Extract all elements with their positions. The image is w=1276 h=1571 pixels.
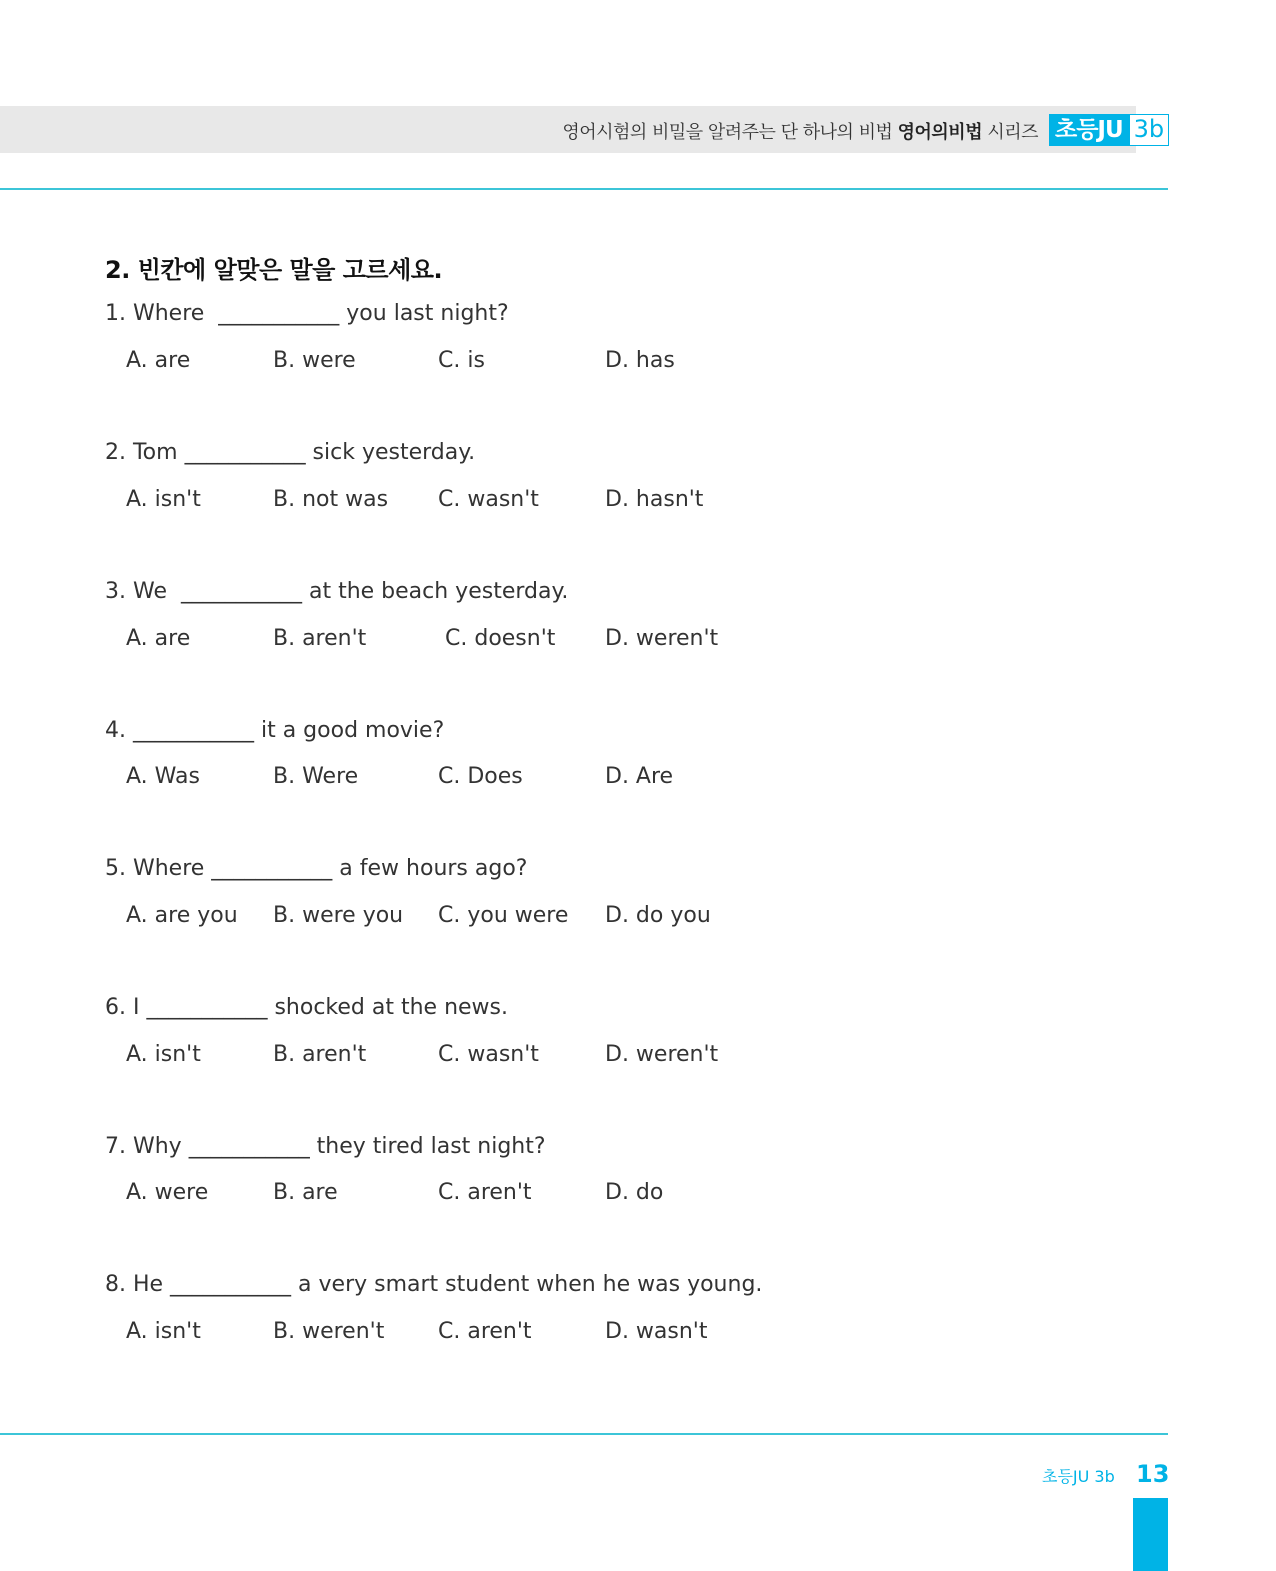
option-5c: C. you were (438, 903, 569, 928)
option-7b: B. are (273, 1180, 338, 1205)
option-7d: D. do (605, 1180, 664, 1205)
question-8: 8. He ___________ a very smart student when he was young. (105, 1272, 763, 1297)
question-4: 4. ___________ it a good movie? (105, 718, 445, 743)
option-4c: C. Does (438, 764, 523, 789)
question-1: 1. Where ___________ you last night? (105, 301, 509, 326)
option-3b: B. aren't (273, 626, 367, 651)
option-6c: C. wasn't (438, 1042, 539, 1067)
question-6: 6. I ___________ shocked at the news. (105, 995, 508, 1020)
option-1c: C. is (438, 348, 485, 373)
page-number: 13 (1136, 1460, 1170, 1488)
option-6a: A. isn't (126, 1042, 201, 1067)
option-5b: B. were you (273, 903, 404, 928)
option-1b: B. were (273, 348, 356, 373)
question-5: 5. Where ___________ a few hours ago? (105, 856, 528, 881)
header-series-suffix: 시리즈 (987, 122, 1038, 143)
option-8c: C. aren't (438, 1319, 532, 1344)
option-2a: A. isn't (126, 487, 201, 512)
question-7: 7. Why ___________ they tired last night? (105, 1134, 546, 1159)
header-tagline (562, 118, 1038, 144)
option-3a: A. are (126, 626, 191, 651)
option-2d: D. hasn't (605, 487, 704, 512)
question-3: 3. We ___________ at the beach yesterday. (105, 579, 569, 604)
section-title: 2. 빈칸에 알맞은 말을 고르세요. (105, 256, 443, 284)
option-3d: D. weren't (605, 626, 719, 651)
series-badge-level: 3b (1129, 114, 1169, 146)
option-8a: A. isn't (126, 1319, 201, 1344)
question-2: 2. Tom ___________ sick yesterday. (105, 440, 476, 465)
option-3c: C. doesn't (445, 626, 556, 651)
bottom-divider (0, 1433, 1168, 1435)
page-edge-tab (1133, 1498, 1168, 1571)
option-4a: A. Was (126, 764, 200, 789)
option-2b: B. not was (273, 487, 389, 512)
option-8d: D. wasn't (605, 1319, 708, 1344)
option-4b: B. Were (273, 764, 359, 789)
option-8b: B. weren't (273, 1319, 385, 1344)
header-tagline-text: 영어시험의 비밀을 알려주는 단 하나의 비법 (562, 122, 893, 143)
series-badge-name: 초등JU (1049, 114, 1129, 146)
option-4d: D. Are (605, 764, 674, 789)
option-6d: D. weren't (605, 1042, 719, 1067)
option-6b: B. aren't (273, 1042, 367, 1067)
option-7a: A. were (126, 1180, 209, 1205)
option-5a: A. are you (126, 903, 238, 928)
header-series-bold: 영어의비법 (897, 122, 983, 143)
option-5d: D. do you (605, 903, 711, 928)
option-7c: C. aren't (438, 1180, 532, 1205)
option-2c: C. wasn't (438, 487, 539, 512)
option-1a: A. are (126, 348, 191, 373)
top-divider (0, 188, 1168, 190)
footer-series-label: 초등JU 3b (1042, 1467, 1115, 1486)
series-badge (1049, 114, 1169, 146)
option-1d: D. has (605, 348, 675, 373)
